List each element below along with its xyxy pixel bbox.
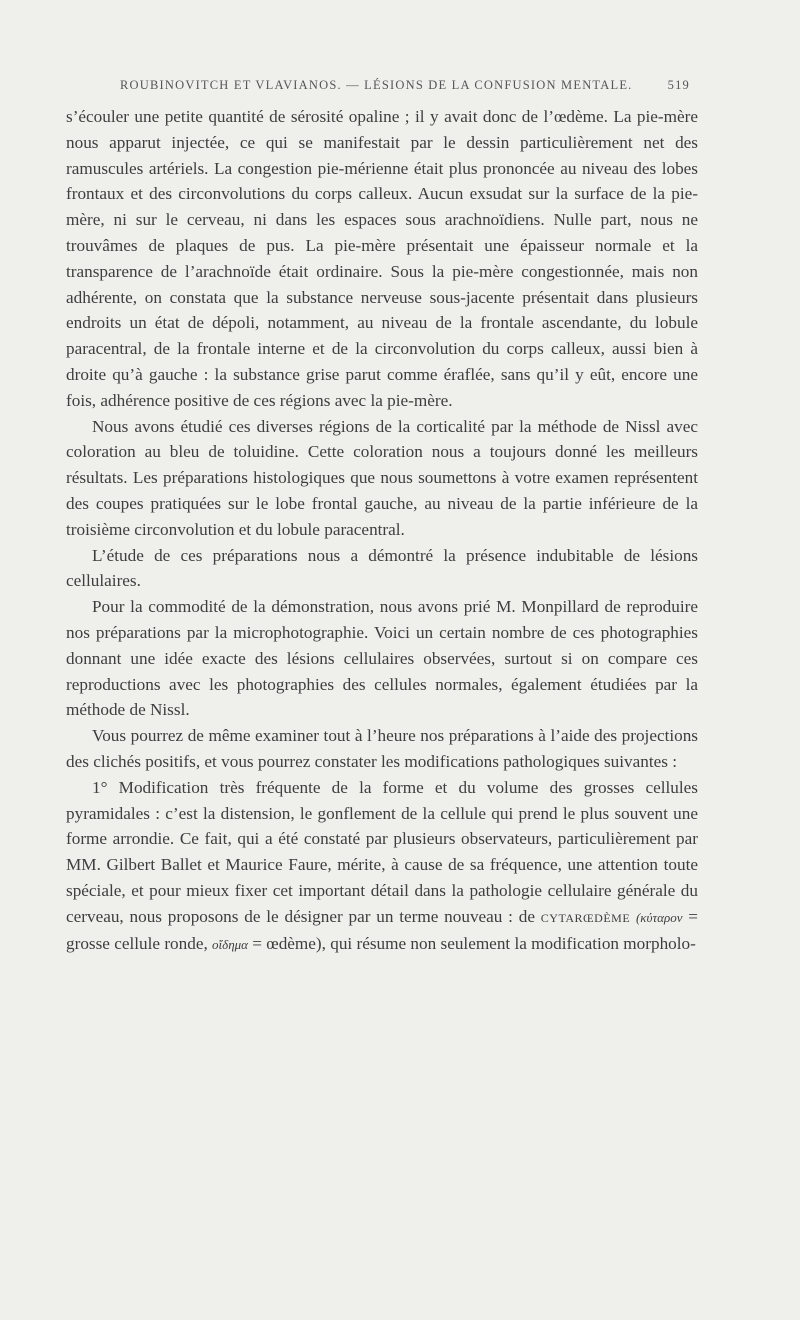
- greek-etymology: οἴδημα: [212, 936, 248, 952]
- paragraph-text: = grosse cellule ronde,: [66, 906, 698, 953]
- greek-etymology: (κύταρον: [635, 909, 683, 925]
- paragraph-text: 1° Modification très fréquente de la forme et du volume des grosses cellules pyramidales : c’est la distension, le gonflement de la cellule qui prend le plus souvent une forme arrondie. Ce fait, qui a été constaté par plusieurs observateurs, particulièrement par MM. Gilbert Ballet et Maurice Faure, mérite, à cause de sa fréquence, une attention toute spéciale, et pour mieux fixer cet important détail dans la pathologie cellulaire générale du cerveau, nous proposons de le désigner par un terme nouveau : de: [66, 777, 698, 926]
- paragraph-continuation: s’écouler une petite quantité de sérosité opaline ; il y avait donc de l’œdème. La pie-mère nous apparut injectée, ce qui se manifestait par le dessin particulièrement net des ramuscules artériels. La congestion pie-mérienne était plus prononcée au niveau des lobes frontaux et des circonvolutions du corps calleux. Aucun exsudat sur la surface de la pie-mère, ni sur le cerveau, ni dans les espaces sous arachnoïdiens. Nulle part, nous ne trouvâmes de plaques de pus. La pie-mère présentait une épaisseur normale et la transparence de l’arachnoïde était ordinaire. Sous la pie-mère congestionnée, mais non adhérente, on constata que la substance nerveuse sous-jacente présentait dans plusieurs endroits un état de dépoli, notamment, au niveau de la frontale ascendante, du lobule paracentral, de la frontale interne et de la circonvolution du corps calleux, aussi bien à droite qu’à gauche : la substance grise parut comme éraflée, sans qu’il y eût, encore une fois, adhérence positive de ces régions avec la pie-mère.: [66, 107, 698, 410]
- body-text: [66, 104, 698, 957]
- running-title: ROUBINOVITCH ET VLAVIANOS. — LÉSIONS DE LA CONFUSION MENTALE.: [120, 78, 633, 92]
- new-term: cytarœdème: [540, 906, 631, 926]
- paragraph: Vous pourrez de même examiner tout à l’heure nos préparations à l’aide des projections des clichés positifs, et vous pourrez constater les modifications pathologiques suivantes :: [66, 726, 698, 771]
- page-number: 519: [667, 78, 690, 92]
- paragraph: Pour la commodité de la démonstration, nous avons prié M. Monpillard de reproduire nos préparations par la microphotographie. Voici un certain nombre de ces photographies donnant une idée exacte des lésions cellulaires observées, surtout si on compare ces reproductions avec les photographies des cellules normales, également étudiées par la méthode de Nissl.: [66, 597, 698, 720]
- running-head: [120, 78, 690, 93]
- paragraph-text: = œdème), qui résume non seulement la modification morpholo-: [248, 933, 696, 953]
- paragraph: Nous avons étudié ces diverses régions de la corticalité par la méthode de Nissl avec coloration au bleu de toluidine. Cette coloration nous a toujours donné les meilleurs résultats. Les préparations histologiques que nous soumettons à votre examen représentent des coupes pratiquées sur le lobe frontal gauche, au niveau de la partie inférieure de la troisième circonvolution et du lobule paracentral.: [66, 416, 698, 539]
- paragraph: L’étude de ces préparations nous a démontré la présence indubitable de lésions cellulaires.: [66, 545, 698, 591]
- paragraph-numbered: [66, 775, 698, 958]
